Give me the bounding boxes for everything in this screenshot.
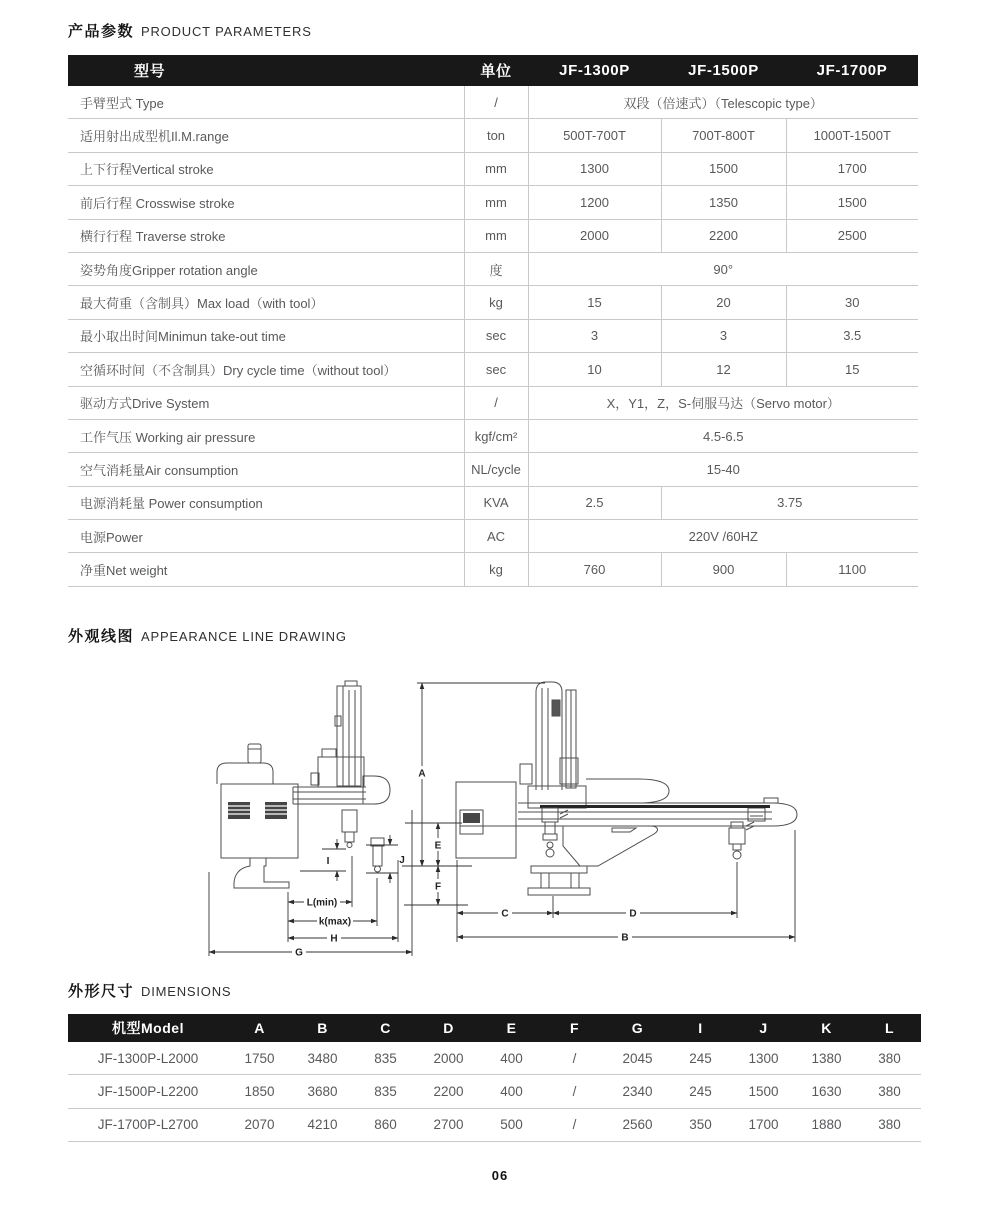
dimension-value: 1500 bbox=[732, 1075, 795, 1108]
parameter-value: 1350 bbox=[661, 186, 786, 219]
parameter-unit: mm bbox=[464, 219, 528, 252]
parameters-row bbox=[68, 520, 918, 553]
dim-label-b: B bbox=[621, 932, 629, 944]
dimensions-row bbox=[68, 1075, 921, 1108]
parameter-value: 2.5 bbox=[528, 486, 661, 519]
parameter-unit: kg bbox=[464, 553, 528, 586]
parameter-label: 最大荷重（含制具）Max load（with tool） bbox=[68, 286, 464, 319]
dimension-value: 500 bbox=[480, 1108, 543, 1141]
parameter-label: 净重Net weight bbox=[68, 553, 464, 586]
dimension-value: 400 bbox=[480, 1075, 543, 1108]
parameter-label: 上下行程Vertical stroke bbox=[68, 152, 464, 185]
dimension-value: 1750 bbox=[228, 1042, 291, 1075]
parameter-value: 2500 bbox=[786, 219, 918, 252]
parameter-label: 空循环时间（不含制具）Dry cycle time（without tool） bbox=[68, 353, 464, 386]
section-title-parameters bbox=[68, 20, 312, 41]
parameter-value: 1700 bbox=[786, 152, 918, 185]
parameter-value: 1000T-1500T bbox=[786, 119, 918, 152]
dimensions-column-header: K bbox=[795, 1014, 858, 1042]
parameters-column-header: 型号 bbox=[68, 55, 464, 86]
parameter-unit: kg bbox=[464, 286, 528, 319]
dim-label-d: D bbox=[629, 908, 637, 920]
parameter-value: 900 bbox=[661, 553, 786, 586]
dimensions-column-header: D bbox=[417, 1014, 480, 1042]
parameter-value: 30 bbox=[786, 286, 918, 319]
parameter-value: 20 bbox=[661, 286, 786, 319]
dimension-value: 245 bbox=[669, 1042, 732, 1075]
appearance-line-drawing bbox=[140, 652, 860, 970]
parameter-value: 3 bbox=[661, 319, 786, 352]
dimensions-row bbox=[68, 1042, 921, 1075]
dim-label-j: J bbox=[399, 855, 405, 866]
parameter-value: 2200 bbox=[661, 219, 786, 252]
parameter-unit: NL/cycle bbox=[464, 453, 528, 486]
parameter-label: 横行行程 Traverse stroke bbox=[68, 219, 464, 252]
dimension-value: 2340 bbox=[606, 1075, 669, 1108]
parameter-value: 12 bbox=[661, 353, 786, 386]
parameter-value: 90° bbox=[528, 252, 918, 285]
parameter-unit: KVA bbox=[464, 486, 528, 519]
dimension-value: 350 bbox=[669, 1108, 732, 1141]
dimensions-column-header: G bbox=[606, 1014, 669, 1042]
dimension-value: 245 bbox=[669, 1075, 732, 1108]
parameters-row bbox=[68, 486, 918, 519]
parameter-value: X，Y1，Z，S-伺服马达（Servo motor） bbox=[528, 386, 918, 419]
parameters-column-header: 单位 bbox=[464, 55, 528, 86]
parameter-value: 760 bbox=[528, 553, 661, 586]
parameters-row bbox=[68, 252, 918, 285]
parameter-label: 空气消耗量Air consumption bbox=[68, 453, 464, 486]
dim-label-e: E bbox=[434, 840, 442, 852]
dim-label-g: G bbox=[295, 947, 303, 959]
dimension-value: 1850 bbox=[228, 1075, 291, 1108]
dimensions-row bbox=[68, 1108, 921, 1141]
dimension-value: 2560 bbox=[606, 1108, 669, 1141]
dimension-value: 3680 bbox=[291, 1075, 354, 1108]
dimensions-column-header: F bbox=[543, 1014, 606, 1042]
parameter-label: 最小取出时间Minimun take-out time bbox=[68, 319, 464, 352]
parameter-unit: mm bbox=[464, 186, 528, 219]
dimension-model: JF-1700P-L2700 bbox=[68, 1108, 228, 1141]
parameter-label: 手臂型式 Type bbox=[68, 86, 464, 119]
parameter-label: 电源Power bbox=[68, 520, 464, 553]
dimension-value: 2045 bbox=[606, 1042, 669, 1075]
parameters-title-zh: 产品参数 bbox=[68, 23, 135, 40]
page-number: 06 bbox=[491, 1168, 509, 1183]
dimension-value: 1700 bbox=[732, 1108, 795, 1141]
parameter-label: 姿势角度Gripper rotation angle bbox=[68, 252, 464, 285]
parameters-row bbox=[68, 386, 918, 419]
parameter-unit: sec bbox=[464, 353, 528, 386]
dimension-model: JF-1500P-L2200 bbox=[68, 1075, 228, 1108]
parameter-unit: 度 bbox=[464, 252, 528, 285]
parameters-row bbox=[68, 453, 918, 486]
dimensions-column-header: E bbox=[480, 1014, 543, 1042]
dimension-value: 380 bbox=[858, 1108, 921, 1141]
parameter-unit: ton bbox=[464, 119, 528, 152]
section-title-dimensions bbox=[68, 980, 231, 1001]
dim-label-kmax: k(max) bbox=[318, 916, 352, 928]
dimensions-column-header: L bbox=[858, 1014, 921, 1042]
parameter-unit: / bbox=[464, 86, 528, 119]
dimensions-column-header: I bbox=[669, 1014, 732, 1042]
dimensions-title-en: DIMENSIONS bbox=[141, 984, 232, 999]
dim-label-h: H bbox=[330, 933, 338, 945]
parameter-value: 2000 bbox=[528, 219, 661, 252]
parameter-value: 4.5-6.5 bbox=[528, 419, 918, 452]
parameters-table bbox=[68, 55, 918, 587]
dim-label-lmin: L(min) bbox=[306, 897, 338, 909]
parameters-header-row bbox=[68, 55, 918, 86]
dimension-value: 835 bbox=[354, 1075, 417, 1108]
dimensions-title-zh: 外形尺寸 bbox=[68, 983, 135, 1000]
parameters-row bbox=[68, 219, 918, 252]
dimension-value: 1380 bbox=[795, 1042, 858, 1075]
parameter-unit: kgf/cm² bbox=[464, 419, 528, 452]
parameter-unit: mm bbox=[464, 152, 528, 185]
parameters-row bbox=[68, 152, 918, 185]
dim-label-c: C bbox=[501, 908, 509, 920]
parameter-value: 3.75 bbox=[661, 486, 918, 519]
dimension-value: 860 bbox=[354, 1108, 417, 1141]
parameter-value: 15-40 bbox=[528, 453, 918, 486]
parameter-value: 双段（倍速式）（Telescopic type） bbox=[528, 86, 918, 119]
parameter-label: 电源消耗量 Power consumption bbox=[68, 486, 464, 519]
parameters-row bbox=[68, 419, 918, 452]
dimension-value: 4210 bbox=[291, 1108, 354, 1141]
dim-label-f: F bbox=[434, 881, 442, 893]
dimension-model: JF-1300P-L2000 bbox=[68, 1042, 228, 1075]
parameters-row bbox=[68, 119, 918, 152]
parameter-value: 500T-700T bbox=[528, 119, 661, 152]
parameter-value: 1100 bbox=[786, 553, 918, 586]
parameters-row bbox=[68, 86, 918, 119]
parameter-value: 15 bbox=[786, 353, 918, 386]
dimension-value: 380 bbox=[858, 1075, 921, 1108]
dim-label-i: I bbox=[326, 856, 330, 867]
parameters-column-header: JF-1700P bbox=[786, 55, 918, 86]
dimension-value: 2000 bbox=[417, 1042, 480, 1075]
parameter-unit: AC bbox=[464, 520, 528, 553]
dimension-value: 2200 bbox=[417, 1075, 480, 1108]
dimension-value: / bbox=[543, 1075, 606, 1108]
parameters-column-header: JF-1300P bbox=[528, 55, 661, 86]
side-view-machine bbox=[217, 681, 390, 888]
dimensions-column-header: B bbox=[291, 1014, 354, 1042]
parameter-value: 1300 bbox=[528, 152, 661, 185]
dimension-value: / bbox=[543, 1042, 606, 1075]
front-view-machine bbox=[456, 682, 797, 895]
parameter-unit: / bbox=[464, 386, 528, 419]
dimension-value: 1630 bbox=[795, 1075, 858, 1108]
parameters-row bbox=[68, 353, 918, 386]
parameters-row bbox=[68, 553, 918, 586]
dimension-label-backgrounds bbox=[292, 766, 640, 958]
dimension-value: 380 bbox=[858, 1042, 921, 1075]
parameter-unit: sec bbox=[464, 319, 528, 352]
drawing-title-zh: 外观线图 bbox=[68, 628, 135, 645]
dimension-value: 2700 bbox=[417, 1108, 480, 1141]
parameter-label: 适用射出成型机Il.M.range bbox=[68, 119, 464, 152]
dimension-labels bbox=[295, 769, 637, 959]
dimension-value: 3480 bbox=[291, 1042, 354, 1075]
dimension-value: / bbox=[543, 1108, 606, 1141]
parameter-label: 驱动方式Drive System bbox=[68, 386, 464, 419]
parameter-value: 1500 bbox=[786, 186, 918, 219]
dimension-value: 2070 bbox=[228, 1108, 291, 1141]
dimension-value: 1880 bbox=[795, 1108, 858, 1141]
parameter-value: 1200 bbox=[528, 186, 661, 219]
parameter-value: 15 bbox=[528, 286, 661, 319]
section-title-drawing bbox=[68, 625, 347, 646]
parameter-label: 前后行程 Crosswise stroke bbox=[68, 186, 464, 219]
parameter-value: 10 bbox=[528, 353, 661, 386]
drawing-title-en: APPEARANCE LINE DRAWING bbox=[141, 629, 347, 644]
dimension-value: 835 bbox=[354, 1042, 417, 1075]
parameters-row bbox=[68, 286, 918, 319]
parameters-row bbox=[68, 319, 918, 352]
parameter-value: 220V /60HZ bbox=[528, 520, 918, 553]
parameter-value: 700T-800T bbox=[661, 119, 786, 152]
dimension-value: 1300 bbox=[732, 1042, 795, 1075]
dimensions-column-header: 机型Model bbox=[68, 1014, 228, 1042]
parameter-value: 3 bbox=[528, 319, 661, 352]
dimensions-column-header: J bbox=[732, 1014, 795, 1042]
dimensions-column-header: A bbox=[228, 1014, 291, 1042]
parameters-row bbox=[68, 186, 918, 219]
parameter-label: 工作气压 Working air pressure bbox=[68, 419, 464, 452]
parameters-column-header: JF-1500P bbox=[661, 55, 786, 86]
parameter-value: 3.5 bbox=[786, 319, 918, 352]
dimensions-header-row bbox=[68, 1014, 921, 1042]
dimensions-column-header: C bbox=[354, 1014, 417, 1042]
dimension-value: 400 bbox=[480, 1042, 543, 1075]
parameters-title-en: PRODUCT PARAMETERS bbox=[141, 24, 312, 39]
dimensions-table bbox=[68, 1014, 921, 1142]
dim-label-a: A bbox=[418, 768, 426, 780]
parameter-value: 1500 bbox=[661, 152, 786, 185]
